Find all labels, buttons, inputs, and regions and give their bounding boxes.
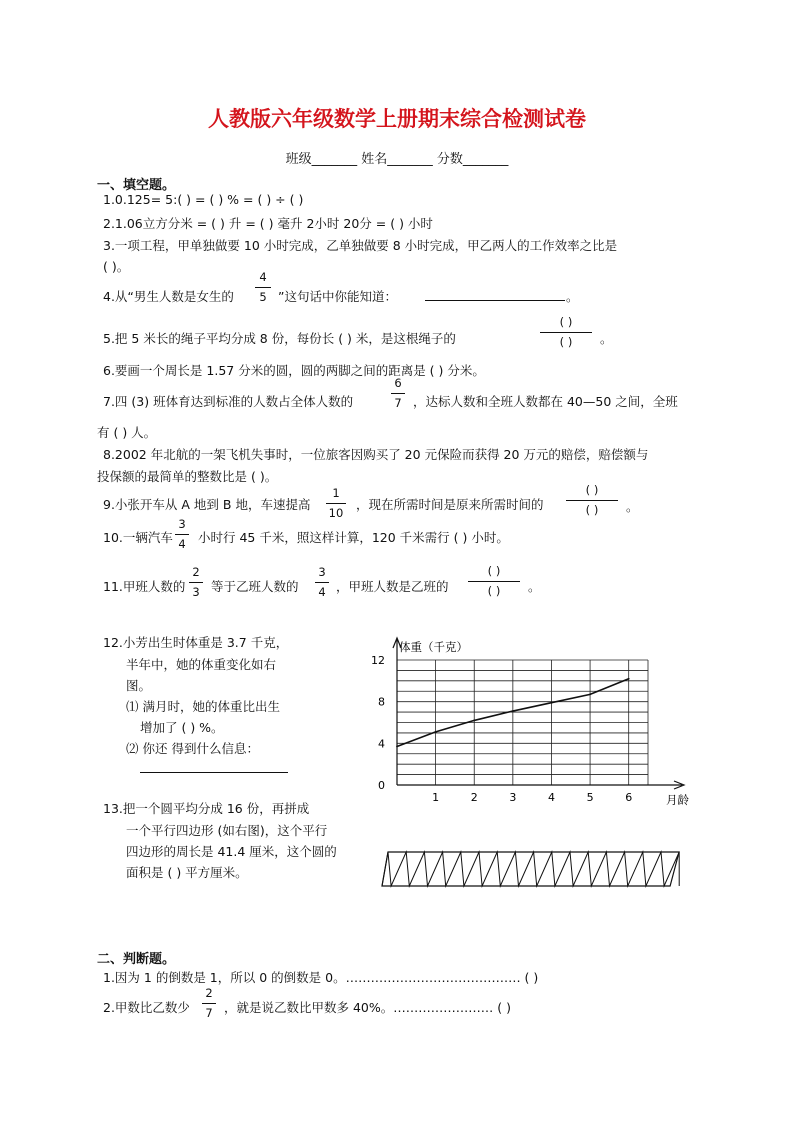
question-12-line6: ⑵ 你还 得到什么信息： [126,741,259,756]
question-5-fraction [540,316,592,349]
fraction-denominator: ( ) [487,584,501,598]
question-5-end: 。 [600,331,613,346]
question-11-end: 。 [528,579,541,594]
question-11-fraction-3 [468,565,520,598]
y-tick-label: 12 [371,654,385,667]
fraction-numerator: 3 [178,517,186,531]
fraction-denominator: ( ) [585,503,599,517]
weight-line-chart [360,628,700,816]
x-tick-label: 6 [625,791,633,804]
x-tick-label: 1 [432,791,440,804]
fraction-denominator: 3 [192,585,200,599]
question-4-answer-line [425,300,565,301]
question-9-fraction-2 [566,484,618,517]
question-13-line2: 一个平行四边形 (如右图)，这个平行 [126,823,328,838]
question-13-line4: 面积是 ( ) 平方厘米。 [126,865,248,880]
fraction-denominator: 5 [259,290,267,304]
y-tick-label: 0 [378,779,385,792]
weight-data-point [396,746,398,748]
question-7-fraction [391,377,405,410]
y-tick-label: 4 [378,737,385,751]
question-11-text-b: 等于乙班人数的 [211,579,299,594]
fraction-denominator: 4 [318,585,326,599]
fraction-bar [315,582,329,583]
x-tick-label: 5 [586,791,594,804]
page-title: 人教版六年级数学上册期末综合检测试卷 [208,106,586,131]
question-9-end: 。 [626,499,639,514]
fraction-numerator: 2 [192,565,200,579]
fraction-denominator: ( ) [559,335,573,349]
question-9-fraction-1 [326,487,346,520]
question-4-text-a: 4.从“男生人数是女生的 [103,289,234,304]
question-8-line2: 投保额的最简单的整数比是 ( )。 [97,469,278,484]
fraction-numerator: 2 [205,986,213,1000]
fraction-denominator: 10 [328,506,344,520]
x-tick-label: 3 [509,791,517,804]
question-1: 1.0.125= 5:( ) = ( ) % = ( ) ÷ ( ) [103,192,304,207]
fraction-numerator: ( ) [487,564,501,578]
weight-data-point [435,731,437,733]
fraction-denominator: 4 [178,537,186,551]
question-12-line4: ⑴ 满月时，她的体重比出生 [126,699,280,714]
question-11-fraction-1 [189,566,203,599]
x-tick-label: 2 [470,791,478,804]
fraction-bar [391,393,405,394]
fraction-numerator: 6 [394,376,402,390]
question-11-text-a: 11.甲班人数的 [103,579,186,594]
fraction-bar [175,534,189,535]
question-9-text-a: 9.小张开车从 A 地到 B 地，车速提高 [103,497,311,512]
fraction-numerator: ( ) [585,483,599,497]
fraction-numerator: 1 [332,486,340,500]
fraction-numerator: 4 [259,270,267,284]
question-4-text-b: ”这句话中你能知道： [278,289,397,304]
question-7-text-b: ，达标人数和全班人数都在 40—50 之间，全班 [413,394,678,409]
question-10-text-a: 10.一辆汽车 [103,530,173,545]
x-tick-label: 4 [547,791,555,804]
judge-question-2-text-b: ，就是说乙数比甲数多 40%。…………………… ( ) [224,1000,511,1015]
weight-data-point [628,678,630,680]
judge-question-2-text-a: 2.甲数比乙数少 [103,1000,190,1015]
question-11-fraction-2 [315,566,329,599]
question-12-line2: 半年中，她的体重变化如右 [126,657,277,672]
fraction-bar [566,500,618,501]
fraction-bar [540,332,592,333]
student-info-line: 班级_______ 姓名_______ 分数_______ [285,152,509,167]
question-4-end: 。 [566,289,579,304]
fraction-bar [255,287,271,288]
sector-zigzag [382,852,679,886]
judge-question-1: 1.因为 1 的倒数是 1，所以 0 的倒数是 0。…………………………………… ( ) [103,970,539,985]
weight-data-point [473,720,475,722]
question-2: 2.1.06立方分米 = ( ) 升 = ( ) 毫升 2小时 20分 = ( ) 小时 [103,216,433,231]
fraction-denominator: 7 [205,1006,213,1020]
question-7-line2: 有 ( ) 人。 [97,425,157,440]
question-12-line5: 增加了 ( ) %。 [140,720,224,735]
fraction-denominator: 7 [394,396,402,410]
question-12-line1: 12.小芳出生时体重是 3.7 千克， [103,635,289,650]
fraction-numerator: 3 [318,565,326,579]
weight-data-point [551,702,553,704]
question-10-text-b: 小时行 45 千米，照这样计算，120 千米需行 ( ) 小时。 [198,530,509,545]
weight-data-point [589,693,591,695]
x-axis-title: 月龄 [666,793,689,807]
question-7-text-a: 7.四 (3) 班体育达到标准的人数占全体人数的 [103,394,354,409]
section-heading-fill-blank: 一、填空题。 [97,178,176,193]
question-4-fraction [255,271,271,304]
question-5-text: 5.把 5 米长的绳子平均分成 8 份，每份长 ( ) 米，是这根绳子的 [103,331,456,346]
parallelogram-sector-figure [378,846,702,890]
question-10-fraction [175,518,189,551]
fraction-bar [468,581,520,582]
question-3-line1: 3.一项工程，甲单独做要 10 小时完成，乙单独做要 8 小时完成，甲乙两人的工作效率之比是 [103,238,618,253]
fraction-bar [202,1003,216,1004]
y-axis-title: 体重（千克） [399,640,468,654]
question-13-line3: 四边形的周长是 41.4 厘米，这个圆的 [126,844,337,859]
question-12-line3: 图。 [126,678,152,693]
question-11-text-c: ，甲班人数是乙班的 [336,579,449,594]
question-9-text-b: ，现在所需时间是原来所需时间的 [356,497,544,512]
question-12-answer-line [140,772,288,773]
question-13-line1: 13.把一个圆平均分成 16 份，再拼成 [103,801,310,816]
judge-question-2-fraction [202,987,216,1020]
question-8-line1: 8.2002 年北航的一架飞机失事时，一位旅客因购买了 20 元保险而获得 20 万元的赔偿，赔偿额与 [103,447,649,462]
y-tick-label: 8 [378,695,385,709]
fraction-numerator: ( ) [559,315,573,329]
question-3-line2: ( )。 [103,259,130,274]
fraction-bar [189,582,203,583]
section-heading-true-false: 二、判断题。 [97,952,176,967]
weight-data-point [512,710,514,712]
question-6: 6.要画一个周长是 1.57 分米的圆，圆的两脚之间的距离是 ( ) 分米。 [103,363,485,378]
fraction-bar [326,503,346,504]
